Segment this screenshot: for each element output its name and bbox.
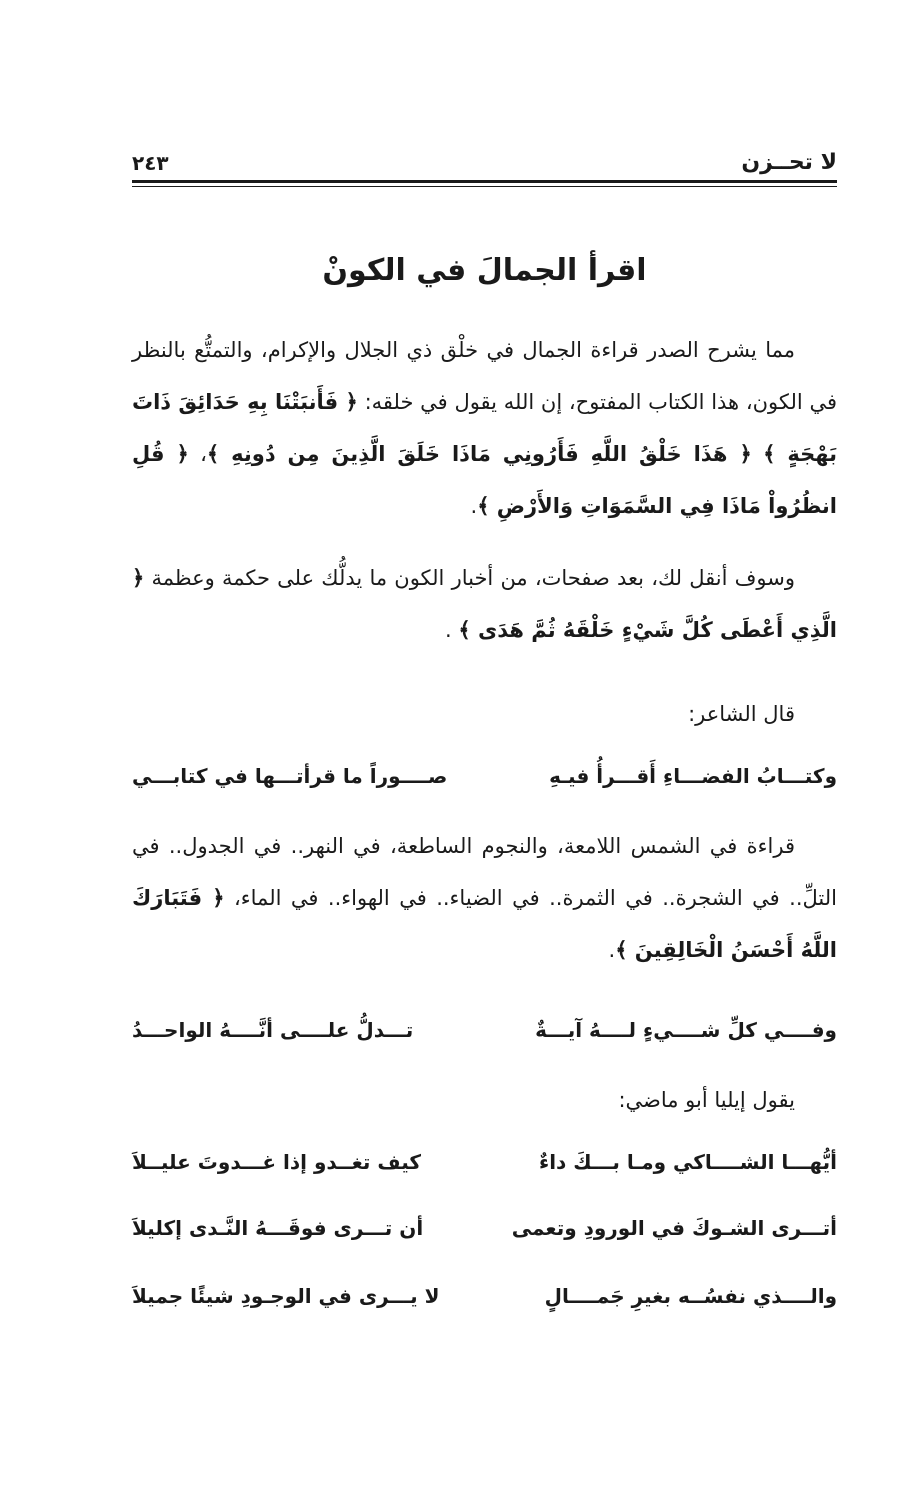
paragraph-2-end: .	[445, 618, 459, 642]
quote-separator: ،	[188, 442, 207, 466]
abumadi-intro: يقول إيليا أبو ماضي:	[618, 1088, 795, 1112]
verse-second-hemistich: كيف تغــدو إذا غـــدوتَ عليــلاَ	[132, 1150, 421, 1174]
verse-second-hemistich: صــــوراً ما قرأتـــها في كتابـــي	[132, 764, 448, 788]
poet-intro: قال الشاعر:	[688, 702, 795, 726]
header-rule-thick	[132, 180, 837, 183]
quran-quote-2: ﴿ هَذَا خَلْقُ اللَّهِ فَأَرُونِي مَاذَا خَلَقَ الَّذِينَ مِن دُونِهِ ﴾	[206, 442, 752, 466]
verse-line	[132, 1142, 837, 1182]
paragraph-1	[132, 324, 837, 532]
verse-first-hemistich: والــــذي نفسُــه بغيرِ جَمــــالٍ	[544, 1284, 837, 1308]
verse-line	[132, 1010, 837, 1050]
paragraph-1-end: .	[470, 494, 478, 518]
quran-quote-3: ﴿ قُلِ انظُرُواْ مَاذَا فِي السَّمَوَاتِ وَالأَرْضِ ﴾	[132, 442, 837, 518]
verse-second-hemistich: أن تـــرى فوقَـــهُ النَّـدى إكليلاَ	[132, 1216, 424, 1240]
page-number: ٢٤٣	[132, 151, 169, 175]
verse-line	[132, 756, 837, 796]
quran-quote-5: ﴿ فَتَبَارَكَ اللَّهُ أَحْسَنُ الْخَالِقِينَ ﴾	[132, 886, 837, 962]
verse-first-hemistich: وكتـــابُ الفضـــاءِ أَقـــرأُ فيـهِ	[549, 764, 837, 788]
verse-first-hemistich: أيُّهـــا الشــــاكي ومـا بـــكَ داءٌ	[538, 1150, 837, 1174]
running-header	[132, 150, 837, 180]
verse-second-hemistich: لا يـــرى في الوجـودِ شيئًا جميلاَ	[132, 1284, 440, 1308]
quran-quote-1: ﴿ فَأَنبَتْنَا بِهِ حَدَائِقَ ذَاتَ بَهْجَةٍ ﴾	[132, 390, 837, 466]
paragraph-3	[132, 820, 837, 976]
header-rule-thin	[132, 186, 837, 187]
book-title: لا تحــزن	[741, 150, 837, 175]
verse-first-hemistich: وفــــي كلِّ شــــيءٍ لــــهُ آيـــةٌ	[535, 1018, 837, 1042]
paragraph-3-end: .	[608, 938, 616, 962]
paragraph-2	[132, 552, 837, 656]
chapter-title: اقرأ الجمالَ في الكونْ	[322, 253, 647, 288]
verse-second-hemistich: تـــدلُّ علــــى أنَّــــهُ الواحـــدُ	[132, 1018, 414, 1042]
quran-quote-4: ﴿ الَّذِي أَعْطَى كُلَّ شَيْءٍ خَلْقَهُ ثُمَّ هَدَى ﴾	[132, 566, 837, 642]
paragraph-1-text: مما يشرح الصدر قراءة الجمال في خلْق ذي الجلال والإكرام، والتمتُّع بالنظر في الكون، هذا الكتاب المفتوح، إن الله يقول في خلقه:	[132, 338, 837, 414]
verse-first-hemistich: أتـــرى الشـوكَ في الورودِ وتعمى	[511, 1216, 837, 1240]
paragraph-3-text: قراءة في الشمس اللامعة، والنجوم الساطعة، في النهر.. في الجدول.. في التلِّ.. في الشجرة.. في الثمرة.. في الضياء.. في الهواء.. في الماء،	[132, 834, 837, 910]
paragraph-2-text: وسوف أنقل لك، بعد صفحات، من أخبار الكون ما يدلُّك على حكمة وعظمة	[144, 566, 795, 590]
verse-line	[132, 1208, 837, 1248]
verse-line	[132, 1276, 837, 1316]
